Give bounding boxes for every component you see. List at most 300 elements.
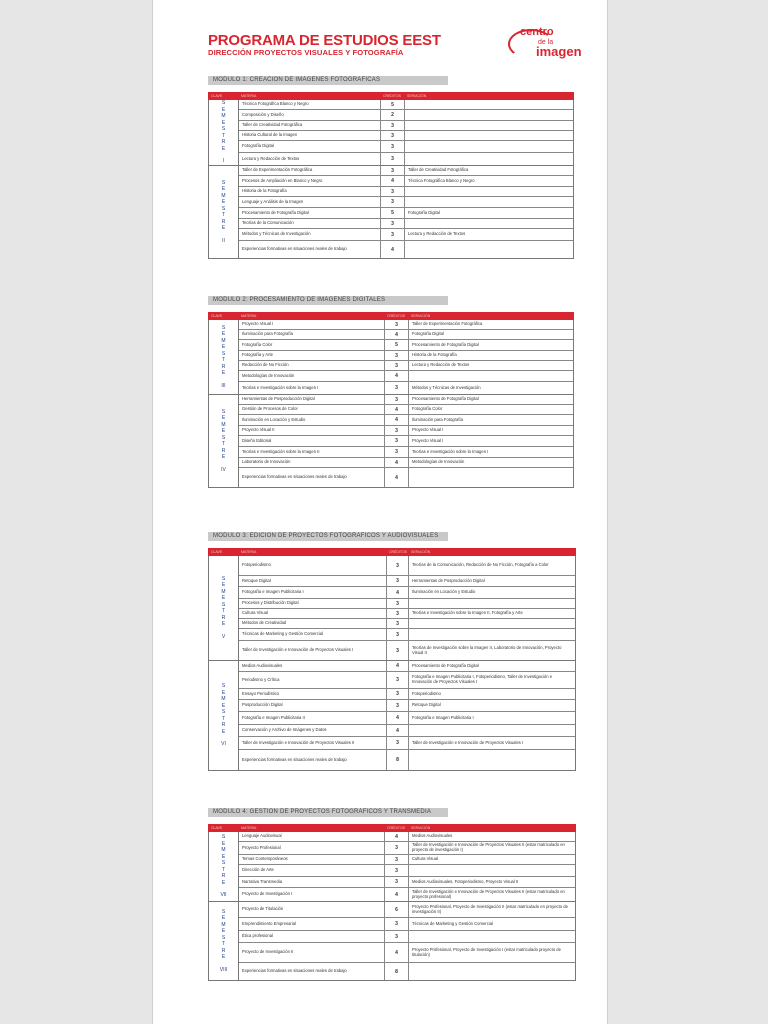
subject-name-text: Taller de Investigación e Innovación de Proyectos Visuales I [242,647,354,653]
subject-prerequisite [405,166,573,175]
subject-credits: 4 [381,241,405,258]
module-title: MODULO 2: PROCESAMIENTO DE IMÁGENES DIGITALES [208,296,448,305]
subject-prerequisite-text: Fotografía Digital [408,209,440,215]
semester-letter: I [222,158,225,165]
subject-credits: 3 [381,131,405,140]
page-subtitle: DIRECCIÓN PROYECTOS VISUALES Y FOTOGRAFÍA [208,48,404,57]
semester-letter: E [221,186,226,193]
subject-name [239,943,385,962]
subject-credits: 3 [381,219,405,228]
subject-credits: 4 [387,587,409,598]
subject-credits: 3 [381,229,405,240]
subject-credits: 4 [385,458,409,467]
subject-prerequisite [409,943,575,962]
semester-block [208,556,576,661]
semester-letter: T [221,608,226,615]
semester-letter: S [221,434,226,441]
module-2 [208,296,574,488]
semester-letter: E [221,370,226,377]
semester-letter: S [221,100,226,107]
subject-name [239,750,387,770]
subject-prerequisite [405,141,573,152]
semester-letter: E [221,106,226,113]
semester-letter: E [221,595,226,602]
subject-name [239,641,387,660]
module-1 [208,76,574,259]
subject-name [239,918,385,930]
subject-name-text: Historia Cultural de la Imagen [242,132,298,138]
table-row [239,855,575,865]
subject-credits: 4 [385,943,409,962]
logo-word-dela: de la [538,39,554,46]
subject-prerequisite-text: Procesamiento de Fotografía Digital [412,662,479,668]
subject-name-text: Proyecto Profesional [242,844,281,850]
table-row [239,902,575,918]
subject-name-text: Taller de Creatividad Fotográfica [242,122,303,128]
semester-label [209,166,239,258]
subject-prerequisite-text: Fotografía e Imagen Publicitaria I, Fotoperiodismo, Taller de Investigación e Innovación de Proyectos Visuales I [412,674,553,684]
subject-name-text: Posproducción Digital [242,702,283,708]
logo-word-imagen: imagen [536,44,582,59]
subject-credits: 3 [387,619,409,628]
table-row [239,619,575,629]
semester-letter: E [221,689,226,696]
subject-name-text: Fotografía y Arte [242,352,273,358]
semester-letter: T [221,357,226,364]
semester-rows [239,100,573,165]
semester-letter: M [221,588,226,595]
subject-credits: 3 [381,197,405,207]
subject-prerequisite-text: Fotografía e Imagen Publicitaria I [412,714,474,720]
semester-letter: E [221,928,226,935]
table-row [239,197,573,208]
table-row [239,176,573,187]
subject-name [239,208,381,218]
table-row [239,382,573,394]
table-row [239,320,573,330]
subject-credits: 3 [387,737,409,749]
subject-prerequisite [409,340,573,350]
semester-letter: S [221,205,226,212]
subject-prerequisite-text: Fotografía Color [412,406,443,412]
subject-name [239,931,385,942]
semester-letter: V [221,633,226,640]
table-row [239,842,575,855]
subject-name [239,725,387,736]
table-row [239,426,573,436]
semester-block [208,832,576,902]
table-row [239,458,573,468]
subject-name-text: Experiencias formativas en situaciones reales de trabajo [242,474,347,480]
subject-name-text: Redacción de No Ficción [242,362,289,368]
semester-letter: S [221,709,226,716]
subject-prerequisite [405,176,573,186]
subject-name [239,382,385,394]
subject-credits: 3 [385,382,409,394]
subject-name-text: Herramientas de Posproducción Digital [242,396,315,402]
subject-credits: 3 [387,672,409,688]
subject-prerequisite [409,395,573,404]
subject-name-text: Narrativa Transmedia [242,878,283,884]
subject-prerequisite-text: Teorías de la Comunicación, Redacción de No Ficción, Fotografía a Color [412,562,549,568]
subject-name [239,458,385,467]
subject-name [239,131,381,140]
subject-prerequisite [409,865,575,876]
subject-name-text: Metodologías de Innovación [242,372,295,378]
subject-name [239,219,381,228]
table-header [208,824,576,832]
semester-letter: S [221,860,226,867]
semester-label [209,556,239,660]
semester-letter: S [221,834,226,841]
module-3 [208,532,576,771]
semester-letter: E [221,840,226,847]
subject-prerequisite [405,153,573,165]
subject-prerequisite-text: Procesamiento de Fotografía Digital [412,396,479,402]
subject-name [239,609,387,618]
subject-name [239,661,387,671]
semester-letter: E [221,915,226,922]
module-title: MODULO 1: CREACIÓN DE IMÁGENES FOTOGRÁFICAS [208,76,448,85]
semester-block [208,320,574,395]
subject-prerequisite [409,661,575,671]
subject-prerequisite-text: Fotoperiodismo [412,690,441,696]
table-row [239,330,573,340]
subject-prerequisite-text: Fotografía Digital [412,331,444,337]
semester-letter: R [221,947,226,954]
subject-name [239,963,385,980]
subject-name-text: Fotoperiodismo [242,562,271,568]
subject-credits: 3 [385,447,409,457]
subject-prerequisite [409,576,575,586]
semester-label [209,100,239,165]
subject-prerequisite-text: Métodos y Técnicas de Investigación [412,384,481,390]
subject-credits: 4 [385,415,409,425]
table-row [239,361,573,371]
subject-prerequisite-text: Taller de Creatividad Fotográfica [408,167,469,173]
subject-prerequisite [409,842,575,854]
subject-name [239,468,385,487]
subject-name [239,320,385,329]
table-row [239,131,573,141]
subject-prerequisite [409,700,575,711]
table-row [239,712,575,725]
subject-credits: 3 [387,576,409,586]
subject-credits: 6 [385,902,409,917]
subject-credits: 4 [385,832,409,841]
table-row [239,405,573,415]
subject-prerequisite [409,609,575,618]
semester-letter: M [221,113,226,120]
subject-credits: 3 [387,609,409,618]
header-clave: CLAVE [211,94,223,98]
table-row [239,166,573,176]
subject-name [239,395,385,404]
subject-name [239,426,385,435]
subject-name [239,187,381,196]
semester-letter: T [221,941,226,948]
subject-credits: 3 [387,556,409,575]
table-row [239,447,573,458]
subject-name-text: Lenguaje Audiovisual [242,833,282,839]
subject-prerequisite-text: Lectura y Redacción de Textos [408,231,466,237]
semester-letter: E [221,331,226,338]
semester-letter: S [221,575,226,582]
semester-letter: E [221,145,226,152]
subject-name-text: Procesos y Distribución Digital [242,600,299,606]
subject-credits: 8 [385,963,409,980]
subject-prerequisite [409,629,575,640]
table-row [239,436,573,447]
header-cred: CRÉDITOS [389,550,408,554]
subject-name-text: Teorías e Investigación sobre la Imagen I [242,384,319,390]
semester-block [208,166,574,259]
semester-letter: T [221,866,226,873]
semester-letter: T [221,132,226,139]
subject-name-text: Lectura y Redacción de Textos [242,155,300,161]
header-pre: SERIACIÓN [411,314,431,318]
subject-credits: 3 [385,361,409,370]
semester-letter: S [221,408,226,415]
subject-name-text: Métodos y Técnicas de Investigación [242,231,311,237]
table-row [239,689,575,700]
subject-name-text: Proyecto Visual I [242,321,274,327]
table-row [239,415,573,426]
table-row [239,963,575,980]
subject-name-text: Medios Audiovisuales [242,662,283,668]
table-row [239,725,575,737]
subject-name [239,351,385,360]
subject-name [239,447,385,457]
subject-prerequisite-text: Medios Audiovisuales, Fotoperiodismo, Proyecto Visual II [412,878,519,884]
subject-prerequisite [409,436,573,446]
subject-name-text: Procesos de Ampliación en Blanco y Negro [242,177,323,183]
table-row [239,629,575,641]
semester-letter: T [221,212,226,219]
subject-prerequisite [409,689,575,699]
subject-prerequisite-text: Técnicas de Marketing y Gestión Comercial [412,920,493,926]
semester-letter: M [221,421,226,428]
subject-name-text: Retoque Digital [242,577,271,583]
header-name: MATERIA [241,314,257,318]
subject-prerequisite [409,619,575,628]
subject-prerequisite [405,197,573,207]
subject-prerequisite-text: Iluminación para Fotografía [412,416,463,422]
semester-letter: S [221,934,226,941]
subject-credits: 3 [385,426,409,435]
semester-block [208,661,576,771]
subject-prerequisite-text: Proyecto Visual I [412,437,444,443]
semester-letter: S [221,179,226,186]
subject-name-text: Proyecto de Investigación I [242,891,293,897]
subject-name [239,405,385,414]
semester-letter: R [221,447,226,454]
subject-name [239,672,387,688]
subject-prerequisite [409,918,575,930]
subject-credits: 5 [385,340,409,350]
subject-prerequisite-text: Taller de Investigación e Innovación de Proyectos Visuales II (estar matriculado en proyecto profesional) [412,888,565,899]
subject-prerequisite [409,888,575,901]
subject-name [239,599,387,608]
semester-letter: E [221,119,226,126]
semester-rows [239,832,575,901]
subject-credits: 3 [385,931,409,942]
subject-credits: 3 [385,842,409,854]
table-row [239,229,573,241]
table-row [239,609,575,619]
subject-name-text: Diseño Editorial [242,437,272,443]
subject-name [239,330,385,339]
semester-letter: T [221,715,226,722]
subject-prerequisite [409,737,575,749]
semester-letter: R [221,873,226,880]
subject-prerequisite [409,447,573,457]
subject-name-text: Experiencias formativas en situaciones reales de trabajo [242,968,347,974]
semester-letter: VII [220,892,227,899]
semester-letter: E [221,199,226,206]
subject-name [239,121,381,130]
subject-prerequisite [409,351,573,360]
subject-prerequisite [409,458,573,467]
subject-name-text: Iluminación en Locación y Estudio [242,416,306,422]
subject-credits: 4 [387,712,409,724]
subject-name-text: Fotografía Digital [242,143,274,149]
semester-letter: VIII [219,966,228,973]
subject-prerequisite [409,672,575,688]
semester-rows [239,166,573,258]
page-title: PROGRAMA DE ESTUDIOS EEST [208,32,441,49]
subject-name-text: Ensayo Periodístico [242,690,280,696]
subject-credits: 3 [387,599,409,608]
module-title: MODULO 3: EDICIÓN DE PROYECTOS FOTOGRÁFICOS Y AUDIOVISUALES [208,532,448,541]
table-row [239,351,573,361]
semester-label [209,902,239,980]
subject-prerequisite [409,712,575,724]
subject-name [239,241,381,258]
subject-name [239,629,387,640]
subject-credits: 4 [385,468,409,487]
semester-letter: M [221,192,226,199]
subject-name-text: Experiencias formativas en situaciones reales de trabajo [242,246,347,252]
subject-name-text: Teorías de la Comunicación [242,220,294,226]
table-row [239,121,573,131]
table-row [239,219,573,229]
subject-name-text: Lenguaje y Análisis de la Imagen [242,198,304,204]
subject-name [239,415,385,425]
table-row [239,700,575,712]
subject-name [239,100,381,109]
table-row [239,737,575,750]
semester-letter: S [221,324,226,331]
semester-letter: E [221,415,226,422]
table-row [239,208,573,219]
subject-prerequisite [409,877,575,887]
subject-credits: 3 [385,436,409,446]
subject-name-text: Fotografía e Imagen Publicitaria II [242,714,305,720]
subject-credits: 3 [385,877,409,887]
subject-credits: 4 [381,176,405,186]
subject-credits: 3 [381,121,405,130]
header-clave: CLAVE [211,314,223,318]
subject-prerequisite [405,208,573,218]
subject-name-text: Laboratorio de Innovación [242,459,291,465]
subject-credits: 5 [381,208,405,218]
table-row [239,556,575,576]
semester-rows [239,320,573,394]
table-row [239,943,575,963]
subject-prerequisite-text: Teorías e Investigación sobre la Imagen I [412,448,489,454]
subject-credits: 3 [385,918,409,930]
subject-prerequisite [405,229,573,240]
subject-name-text: Temas Contemporáneos [242,856,288,862]
semester-letter: M [221,921,226,928]
subject-name [239,576,387,586]
semester-rows [239,395,573,487]
subject-credits: 4 [387,725,409,736]
semester-letter: R [221,363,226,370]
subject-name-text: Proyecto de Investigación II [242,949,294,955]
subject-credits: 3 [381,141,405,152]
subject-credits: 3 [385,395,409,404]
subject-prerequisite-text: Teorías de Investigación sobre la Imagen II, Laboratorio de Innovación, Proyecto Visual II [412,644,562,655]
semester-label [209,320,239,394]
subject-prerequisite-text: Proyecto Profesional, Proyecto de Investigación II (estar matriculado en proyecto de investigación II) [412,903,568,914]
subject-name [239,888,385,901]
subject-name-text: Técnica Fotográfica Blanco y Negro [242,101,309,107]
subject-name-text: Conservación y Archivo de Imágenes y Datos [242,727,327,733]
subject-prerequisite-text: Herramientas de Posproducción Digital [412,577,485,583]
semester-letter: S [221,350,226,357]
subject-name [239,229,381,240]
semester-letter: E [221,879,226,886]
table-row [239,599,575,609]
centro-de-la-imagen-logo [506,24,588,64]
semester-letter: S [221,683,226,690]
semester-letter: E [221,728,226,735]
subject-name-text: Experiencias formativas en situaciones reales de trabajo [242,756,347,762]
semester-letter: S [221,126,226,133]
subject-credits: 4 [385,405,409,414]
subject-name-text: Procesamiento de Fotografía Digital [242,209,309,215]
subject-prerequisite [405,121,573,130]
table-row [239,110,573,121]
logo-word-centro: centro [520,26,554,38]
semester-letter: E [221,582,226,589]
subject-name-text: Periodismo y Crítica [242,676,280,682]
semester-letter: T [221,441,226,448]
semester-letter: E [221,853,226,860]
table-row [239,395,573,405]
subject-name-text: Composición y Diseño [242,111,284,117]
subject-prerequisite-text: Retoque Digital [412,702,441,708]
subject-name [239,737,387,749]
table-row [239,587,575,599]
semester-letter: R [221,722,226,729]
subject-credits: 3 [385,320,409,329]
semester-letter: IV [221,466,226,473]
semester-block [208,100,574,166]
subject-prerequisite-text: Taller de Investigación e Innovación de Proyectos Visuales I [412,739,524,745]
subject-name [239,587,387,598]
subject-prerequisite [409,426,573,435]
semester-label [209,395,239,487]
semester-letter: R [221,139,226,146]
subject-prerequisite [409,902,575,917]
subject-name [239,877,385,887]
subject-name-text: Fotografía e Imagen Publicitaria I [242,589,304,595]
subject-name-text: Taller de Investigación e Innovación de Proyectos Visuales II [242,739,355,745]
subject-name [239,166,381,175]
